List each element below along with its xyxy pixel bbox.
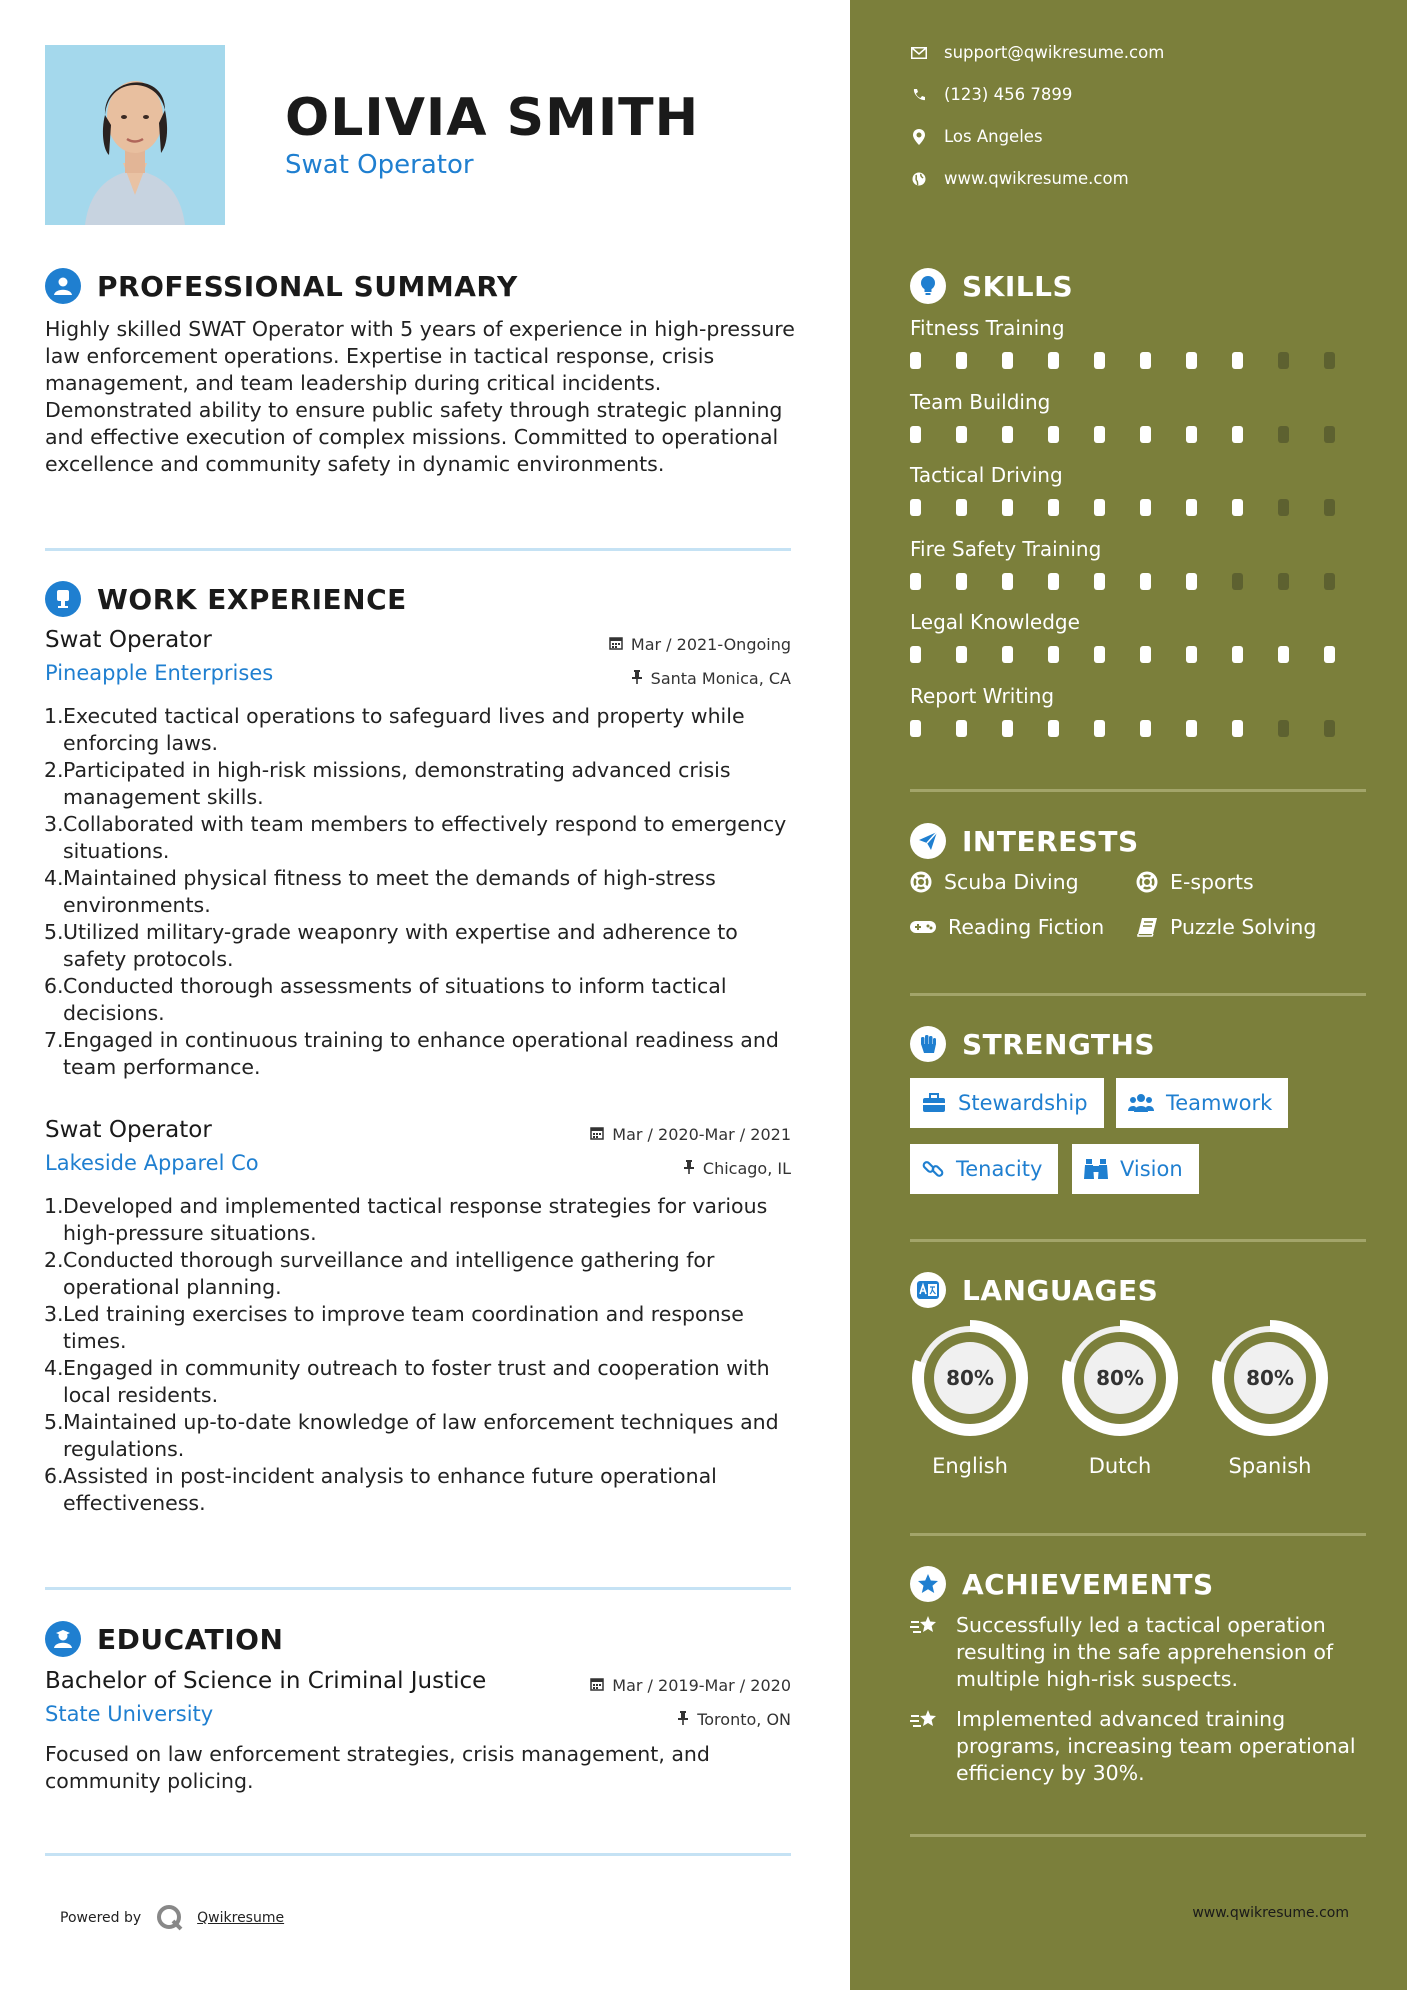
skill-dot-filled (1002, 426, 1013, 443)
language-percent: 80% (946, 1366, 994, 1390)
link-icon (922, 1158, 944, 1180)
section-divider (910, 1239, 1366, 1242)
skill-rating (910, 426, 1370, 443)
skill-dot-empty (1324, 426, 1335, 443)
achievement-item (910, 1612, 1370, 1693)
job-role: Swat Operator (45, 627, 212, 653)
education-date (590, 1676, 791, 1695)
skill-rating (910, 499, 1370, 516)
contact-website[interactable] (910, 169, 1129, 188)
languages-section-header (910, 1272, 1158, 1308)
strength-label: Tenacity (956, 1157, 1043, 1181)
skill-dot-empty (1324, 720, 1335, 737)
language-name: Spanish (1228, 1454, 1312, 1478)
interest-label: E-sports (1170, 870, 1254, 894)
briefcase-icon (922, 1093, 946, 1113)
skill-dot-filled (1186, 499, 1197, 516)
skill-dot-filled (1048, 646, 1059, 663)
skill-dot-filled (1094, 573, 1105, 590)
list-item: 7. Engaged in continuous training to enhance operational readiness and team performance. (44, 1028, 779, 1079)
skill-dot-empty (1278, 573, 1289, 590)
skill-dot-filled (1048, 499, 1059, 516)
job-date-text: Mar / 2021-Ongoing (630, 635, 791, 654)
interest-item (910, 870, 1079, 894)
job-location-text: Santa Monica, CA (650, 669, 791, 688)
education-description: Focused on law enforcement strategies, crisis management, and community policing. (45, 1742, 710, 1793)
footer-url[interactable]: www.qwikresume.com (1192, 1905, 1349, 1921)
skill-dot-filled (910, 646, 921, 663)
website-text: www.qwikresume.com (944, 169, 1129, 188)
skill-dot-empty (1278, 499, 1289, 516)
skill-dot-filled (1186, 646, 1197, 663)
profile-photo (45, 45, 225, 225)
skill-dot-filled (1232, 720, 1243, 737)
skill-dot-filled (1002, 499, 1013, 516)
job-bullets (45, 703, 791, 1081)
skill-rating (910, 352, 1370, 369)
interest-label: Reading Fiction (948, 915, 1105, 939)
skill-dot-filled (956, 646, 967, 663)
section-divider (910, 789, 1366, 792)
languages-heading: LANGUAGES (962, 1273, 1159, 1307)
skill-dot-filled (1094, 646, 1105, 663)
language-item (1060, 1318, 1180, 1478)
list-item: 6. Conducted thorough assessments of situations to inform tactical decisions. (44, 974, 727, 1025)
list-item: 1. Developed and implemented tactical response strategies for various high-pressure situations. (44, 1194, 768, 1245)
job-company: Lakeside Apparel Co (45, 1151, 259, 1175)
list-item: 4. Maintained physical fitness to meet the demands of high-stress environments. (44, 866, 716, 917)
strength-label: Stewardship (958, 1091, 1088, 1115)
strength-badge (1072, 1144, 1199, 1194)
interests-section-header (910, 823, 1139, 859)
education-location (677, 1710, 791, 1729)
list-item: 2. Conducted thorough surveillance and intelligence gathering for operational planning. (44, 1248, 715, 1299)
lifebuoy-icon (1136, 871, 1158, 893)
skill-dot-filled (1140, 352, 1151, 369)
skill-dot-filled (1140, 573, 1151, 590)
book-icon (1136, 917, 1158, 937)
shooting-star-icon (910, 1708, 940, 1787)
paper-plane-icon (910, 823, 946, 859)
language-progress-ring (1060, 1318, 1180, 1438)
skill-dot-empty (1324, 499, 1335, 516)
skill-dot-filled (956, 573, 967, 590)
skill-dot-filled (910, 720, 921, 737)
skill-dot-empty (1324, 573, 1335, 590)
skill-dot-filled (1140, 720, 1151, 737)
calendar-icon (609, 635, 623, 654)
job-location (631, 669, 791, 688)
skill-dot-filled (1048, 426, 1059, 443)
translate-icon (910, 1272, 946, 1308)
education-entry (45, 1668, 791, 1729)
list-item: 3. Led training exercises to improve team coordination and response times. (44, 1302, 744, 1353)
skill-dot-filled (1094, 426, 1105, 443)
interest-label: Puzzle Solving (1170, 915, 1317, 939)
section-divider (910, 1834, 1366, 1837)
skill-dot-filled (1002, 720, 1013, 737)
achievements-section-header (910, 1566, 1214, 1602)
skill-dot-filled (1186, 573, 1197, 590)
interest-item (910, 915, 1104, 939)
strength-badge (1116, 1078, 1288, 1128)
language-progress-ring (1210, 1318, 1330, 1438)
skill-item (910, 463, 1370, 516)
qwikresume-link[interactable]: Qwikresume (197, 1910, 285, 1926)
shooting-star-icon (910, 1614, 940, 1693)
job-bullets (45, 1193, 791, 1517)
users-icon (1128, 1093, 1154, 1113)
envelope-icon (910, 47, 928, 59)
section-divider (45, 548, 791, 551)
skills-heading: SKILLS (962, 269, 1074, 303)
skill-dot-filled (1324, 646, 1335, 663)
language-name: English (932, 1454, 1008, 1478)
candidate-name: OLIVIA SMITH (285, 88, 700, 148)
experience-section-header (45, 581, 407, 617)
pin-icon (677, 1710, 689, 1729)
skill-dot-filled (1186, 352, 1197, 369)
lightbulb-icon (910, 268, 946, 304)
skill-name: Legal Knowledge (910, 610, 1080, 634)
skill-dot-filled (956, 499, 967, 516)
summary-heading: PROFESSIONAL SUMMARY (97, 269, 518, 303)
footer-powered-by (60, 1903, 284, 1933)
skill-dot-filled (1094, 720, 1105, 737)
experience-heading: WORK EXPERIENCE (97, 582, 407, 616)
achievement-text: Successfully led a tactical operation resulting in the safe apprehension of multiple high-risk suspects. (956, 1613, 1334, 1691)
language-item (910, 1318, 1030, 1478)
skill-dot-filled (910, 499, 921, 516)
skill-item (910, 610, 1370, 663)
contact-email[interactable] (910, 43, 1164, 62)
skill-dot-filled (1232, 426, 1243, 443)
education-date-text: Mar / 2019-Mar / 2020 (612, 1676, 791, 1695)
section-divider (910, 1533, 1366, 1536)
language-item (1210, 1318, 1330, 1478)
skill-name: Fitness Training (910, 316, 1065, 340)
skill-dot-filled (1048, 720, 1059, 737)
job-entry (45, 627, 791, 1081)
sidebar (850, 0, 1407, 1990)
interests-heading: INTERESTS (962, 824, 1139, 858)
education-section-header (45, 1621, 283, 1657)
strength-label: Vision (1120, 1157, 1183, 1181)
job-location (683, 1159, 791, 1178)
fist-icon (910, 1026, 946, 1062)
skill-rating (910, 720, 1370, 737)
skill-dot-filled (956, 352, 967, 369)
list-item: 5. Maintained up-to-date knowledge of law enforcement techniques and regulations. (44, 1410, 779, 1461)
skill-dot-filled (1186, 426, 1197, 443)
gamepad-icon (910, 919, 936, 935)
list-item: 4. Engaged in community outreach to foster trust and cooperation with local residents. (44, 1356, 770, 1407)
strength-label: Teamwork (1166, 1091, 1273, 1115)
graduation-cap-icon (45, 1621, 81, 1657)
user-icon (45, 268, 81, 304)
binoculars-icon (1084, 1158, 1108, 1180)
skill-dot-filled (1140, 646, 1151, 663)
list-item: 3. Collaborated with team members to effectively respond to emergency situations. (44, 812, 787, 863)
location-text: Los Angeles (944, 127, 1043, 146)
skill-dot-empty (1232, 573, 1243, 590)
skill-dot-filled (1232, 352, 1243, 369)
achievement-item (910, 1706, 1370, 1787)
degree: Bachelor of Science in Criminal Justice (45, 1668, 487, 1694)
skill-dot-filled (956, 426, 967, 443)
strengths-heading: STRENGTHS (962, 1027, 1156, 1061)
skill-dot-filled (1002, 573, 1013, 590)
skill-dot-empty (1324, 352, 1335, 369)
skill-dot-filled (1232, 646, 1243, 663)
skill-dot-filled (1094, 352, 1105, 369)
skills-section-header (910, 268, 1073, 304)
skill-dot-empty (1278, 720, 1289, 737)
school: State University (45, 1702, 214, 1726)
calendar-icon (590, 1676, 604, 1695)
globe-icon (910, 172, 928, 186)
skill-rating (910, 646, 1370, 663)
strength-badge (910, 1144, 1058, 1194)
skill-dot-empty (1278, 352, 1289, 369)
strength-badge (910, 1078, 1104, 1128)
contact-location (910, 127, 1043, 146)
skill-dot-filled (1186, 720, 1197, 737)
lifebuoy-icon (910, 871, 932, 893)
list-item: 5. Utilized military-grade weaponry with expertise and adherence to safety protocols. (44, 920, 738, 971)
skill-dot-filled (1048, 352, 1059, 369)
skill-dot-filled (1002, 352, 1013, 369)
contact-phone[interactable] (910, 85, 1072, 104)
job-entry (45, 1117, 791, 1517)
interest-item (1136, 915, 1316, 939)
qwikresume-logo-icon (155, 1903, 185, 1933)
skill-dot-filled (1094, 499, 1105, 516)
phone-icon (910, 88, 928, 102)
email-text: support@qwikresume.com (944, 43, 1165, 62)
language-name: Dutch (1088, 1454, 1152, 1478)
summary-text: Highly skilled SWAT Operator with 5 years of experience in high-pressure law enforcement operations. Expertise in tactical response, crisis management, and team leadership during critical incidents. Demonstrated ability to ensure public safety through strategic planning and effective execution of complex missions. Committed to operational excellence and community safety in dynamic environments. (45, 317, 795, 476)
section-divider (910, 993, 1366, 996)
job-date (590, 1125, 791, 1144)
job-location-text: Chicago, IL (702, 1159, 791, 1178)
education-heading: EDUCATION (97, 1622, 284, 1656)
skill-dot-filled (910, 426, 921, 443)
skill-item (910, 390, 1370, 443)
list-item: 1. Executed tactical operations to safeguard lives and property while enforcing laws. (44, 704, 745, 755)
skill-dot-filled (1048, 573, 1059, 590)
section-divider (45, 1587, 791, 1590)
map-marker-icon (910, 129, 928, 145)
job-date-text: Mar / 2020-Mar / 2021 (612, 1125, 791, 1144)
skill-name: Team Building (910, 390, 1051, 414)
job-company: Pineapple Enterprises (45, 661, 274, 685)
skill-name: Report Writing (910, 684, 1055, 708)
summary-section-header (45, 268, 518, 304)
skill-dot-filled (1002, 646, 1013, 663)
skill-dot-filled (910, 352, 921, 369)
language-percent: 80% (1246, 1366, 1294, 1390)
skill-rating (910, 573, 1370, 590)
skill-item (910, 537, 1370, 590)
job-role: Swat Operator (45, 1117, 212, 1143)
skill-name: Tactical Driving (910, 463, 1063, 487)
interest-label: Scuba Diving (944, 870, 1079, 894)
pin-icon (683, 1159, 695, 1178)
calendar-icon (590, 1125, 604, 1144)
pin-icon (631, 669, 643, 688)
list-item: 2. Participated in high-risk missions, demonstrating advanced crisis management skills. (44, 758, 731, 809)
achievement-text: Implemented advanced training programs, increasing team operational efficiency by 30%. (956, 1707, 1356, 1785)
skill-dot-filled (1232, 499, 1243, 516)
job-date (609, 635, 791, 654)
skill-item (910, 316, 1370, 369)
strengths-section-header (910, 1026, 1155, 1062)
language-progress-ring (910, 1318, 1030, 1438)
section-divider (45, 1853, 791, 1856)
skill-dot-empty (1278, 426, 1289, 443)
star-badge-icon (910, 1566, 946, 1602)
phone-text: (123) 456 7899 (944, 85, 1073, 104)
achievements-heading: ACHIEVEMENTS (962, 1567, 1214, 1601)
skill-dot-filled (956, 720, 967, 737)
skill-dot-filled (910, 573, 921, 590)
candidate-title: Swat Operator (285, 150, 474, 180)
interest-item (1136, 870, 1254, 894)
skill-item (910, 684, 1370, 737)
powered-by-label: Powered by (60, 1910, 142, 1926)
language-percent: 80% (1096, 1366, 1144, 1390)
skill-dot-filled (1140, 426, 1151, 443)
education-location-text: Toronto, ON (697, 1710, 791, 1729)
skill-name: Fire Safety Training (910, 537, 1102, 561)
skill-dot-filled (1140, 499, 1151, 516)
briefcase-icon (45, 581, 81, 617)
skill-dot-filled (1278, 646, 1289, 663)
list-item: 6. Assisted in post-incident analysis to enhance future operational effectiveness. (44, 1464, 717, 1515)
